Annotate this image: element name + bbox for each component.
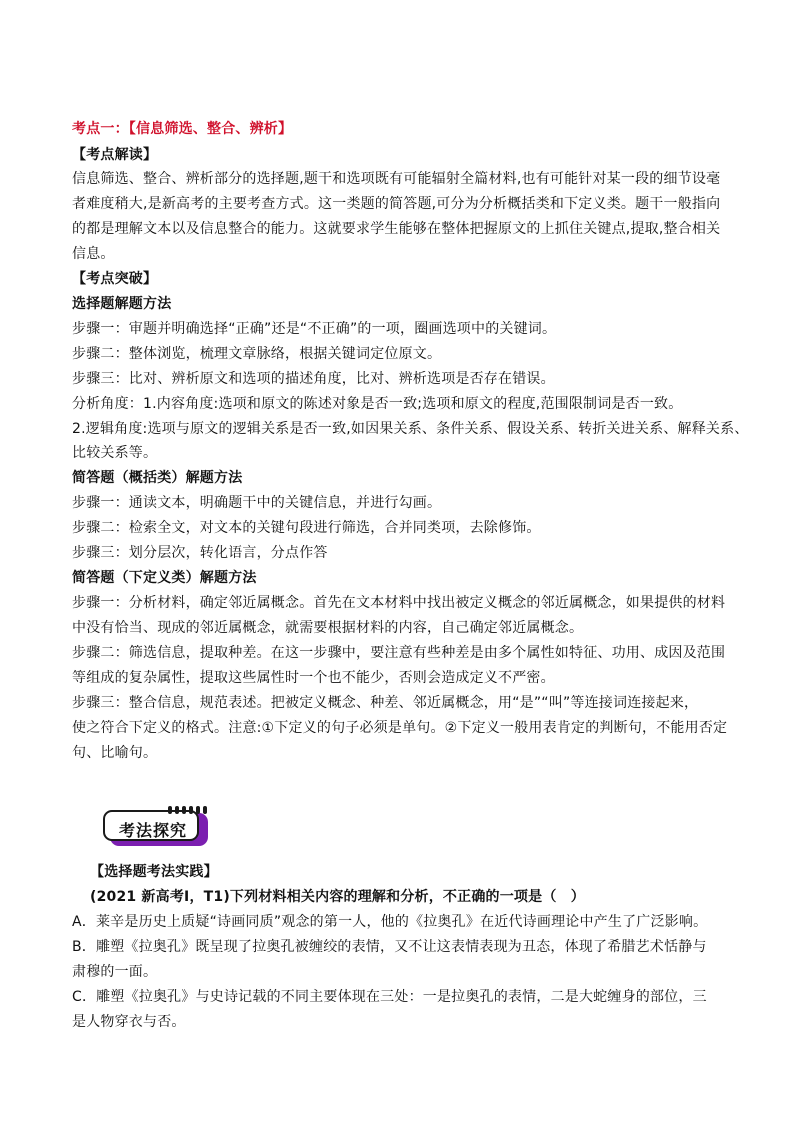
paragraph-line: 的都是理解文本以及信息整合的能力。这就要求学生能够在整体把握原文的上抓住关键点,提取,整合相关	[72, 221, 721, 237]
definition-method-heading: 简答题（下定义类）解题方法	[72, 570, 257, 586]
binder-rings-icon	[168, 806, 207, 814]
step-line: 步骤三：比对、辨析原文和选项的描述角度，比对、辨析选项是否存在错误。	[72, 371, 555, 387]
step-line: 步骤三：划分层次，转化语言，分点作答	[72, 545, 328, 561]
paragraph-line: 信息筛选、整合、辨析部分的选择题,题干和选项既有可能辐射全篇材料,也有可能针对某一段的细节设毫	[72, 171, 721, 187]
question-stem: (2021 新高考Ⅰ，T1)下列材料相关内容的理解和分析，不正确的一项是（ ）	[90, 889, 585, 905]
step-line: 分析角度：1.内容角度:选项和原文的陈述对象是否一致;选项和原文的程度,范围限制词是否一致。	[72, 396, 683, 412]
method-explore-badge	[102, 806, 210, 850]
step-line: 等组成的复杂属性，提取这些属性时一个也不能少，否则会造成定义不严密。	[72, 670, 555, 686]
step-line: 中没有恰当、现成的邻近属概念，就需要根据材料的内容，自己确定邻近属概念。	[72, 620, 584, 636]
practice-heading: 【选择题考法实践】	[90, 864, 218, 880]
step-line: 步骤三：整合信息，规范表述。把被定义概念、种差、邻近属概念，用“是”“叫”等连接词连接起来，	[72, 695, 699, 711]
paragraph-line: 信息。	[72, 246, 115, 262]
step-line: 步骤一：分析材料，确定邻近属概念。首先在文本材料中找出被定义概念的邻近属概念，如果提供的材料	[72, 595, 726, 611]
step-line: 步骤二：筛选信息，提取种差。在这一步骤中，要注意有些种差是由多个属性如特征、功用、成因及范围	[72, 645, 726, 661]
step-line: 步骤二：整体浏览，梳理文章脉络，根据关键词定位原文。	[72, 346, 442, 362]
step-line: 步骤一：通读文本，明确题干中的关键信息，并进行勾画。	[72, 495, 442, 511]
option-line: 是人物穿衣与否。	[72, 1014, 186, 1030]
option-line: C．雕塑《拉奥孔》与史诗记载的不同主要体现在三处：一是拉奥孔的表情，二是大蛇缠身的部位，三	[72, 989, 707, 1005]
step-line: 步骤一：审题并明确选择“正确”还是“不正确”的一项，圈画选项中的关键词。	[72, 321, 557, 337]
breakthrough-heading: 【考点突破】	[72, 271, 158, 287]
step-line: 句、比喻句。	[72, 745, 158, 761]
paragraph-line: 者难度稍大,是新高考的主要考查方式。这一类题的简答题,可分为分析概括类和下定义类。题干一般指向	[72, 196, 721, 212]
step-line: 比较关系等。	[72, 445, 158, 461]
step-line: 使之符合下定义的格式。注意:①下定义的句子必须是单句。②下定义一般用表肯定的判断句，不能用否定	[72, 720, 728, 736]
badge-label: 考法探究	[118, 821, 187, 840]
section-title: 考点一：【信息筛选、整合、辨析】	[72, 121, 293, 137]
step-line: 2.逻辑角度:选项与原文的逻辑关系是否一致,如因果关系、条件关系、假设关系、转折关进关系、解释关系、	[72, 421, 749, 437]
mc-method-heading: 选择题解题方法	[72, 296, 172, 312]
option-line: A．莱辛是历史上质疑“诗画同质”观念的第一人，他的《拉奥孔》在近代诗画理论中产生了广泛影响。	[72, 914, 708, 930]
option-line: B．雕塑《拉奥孔》既呈现了拉奥孔被缠绞的表情，又不让这表情表现为丑态，体现了希腊艺术恬静与	[72, 939, 707, 955]
badge-frame	[103, 810, 199, 841]
step-line: 步骤二：检索全文，对文本的关键句段进行筛选，合并同类项，去除修饰。	[72, 520, 541, 536]
option-line: 肃穆的一面。	[72, 964, 158, 980]
interpretation-heading: 【考点解读】	[72, 147, 158, 163]
summary-method-heading: 简答题（概括类）解题方法	[72, 470, 243, 486]
